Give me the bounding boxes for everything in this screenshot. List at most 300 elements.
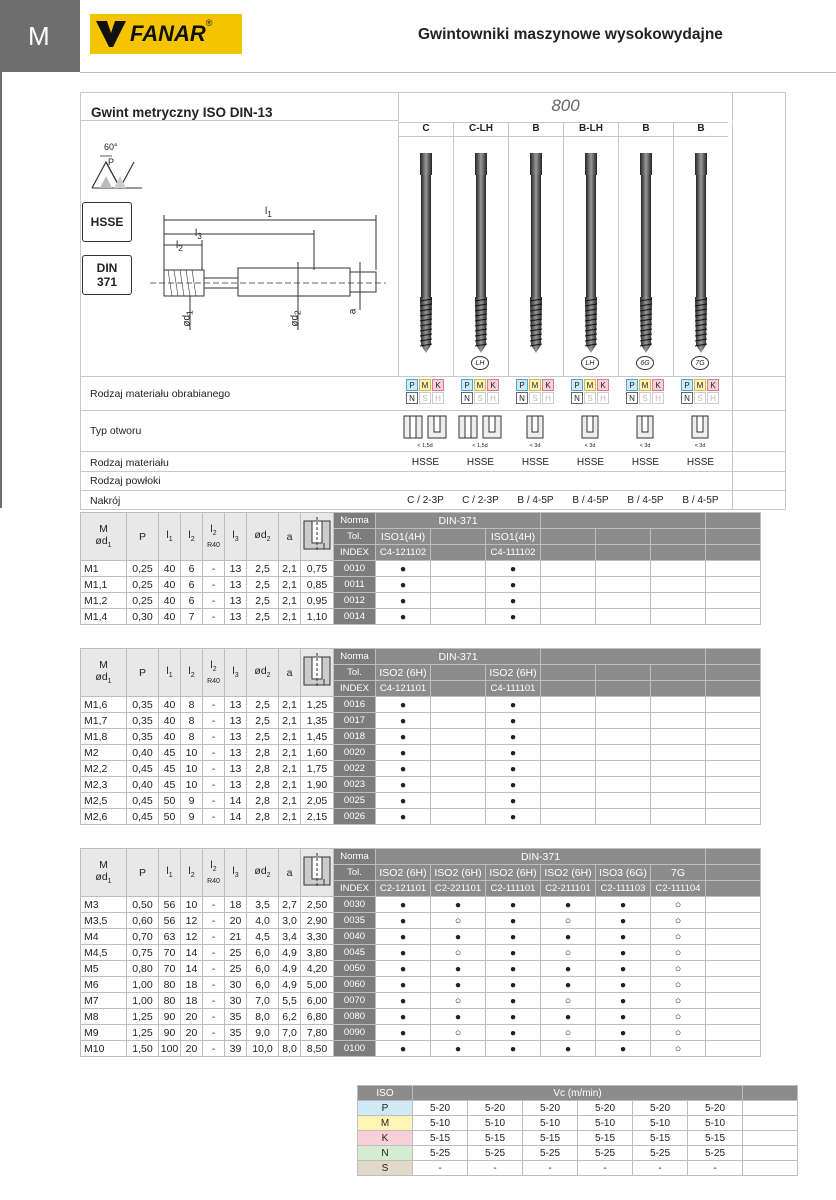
- table-cell: 0,50: [127, 897, 159, 913]
- vc-empty: [743, 1116, 798, 1131]
- table-cell: 45: [159, 777, 181, 793]
- table-cell: 0,25: [127, 593, 159, 609]
- table-cell: ●: [541, 977, 596, 993]
- table-cell: 8,0: [247, 1009, 279, 1025]
- table-cell: [596, 761, 651, 777]
- index-value: C2-211101: [541, 881, 596, 897]
- table-cell: 2,1: [279, 561, 301, 577]
- index-value: C4-121101: [376, 681, 431, 697]
- material-h-icon: H: [487, 392, 499, 404]
- material-h-icon: H: [542, 392, 554, 404]
- tolerance-value: ISO3 (6G): [596, 865, 651, 881]
- index-value: C2-111104: [651, 881, 706, 897]
- table-row: [81, 897, 761, 913]
- vc-empty: [743, 1131, 798, 1146]
- row-label-coating: Rodzaj powłoki: [90, 475, 161, 487]
- thread-depth-icon: [302, 653, 332, 689]
- dim-d2-label: $ød_2$: [289, 310, 303, 327]
- table-cell: 56: [159, 913, 181, 929]
- table-cell: [431, 793, 486, 809]
- table-cell: [596, 729, 651, 745]
- tap-image: [564, 137, 619, 377]
- table-cell: 63: [159, 929, 181, 945]
- table-cell: 1,90: [301, 777, 334, 793]
- hole-type-icon: [457, 414, 503, 448]
- table-cell: [651, 809, 706, 825]
- table-cell: 4,5: [247, 929, 279, 945]
- section-tab: [0, 0, 80, 72]
- table-cell: 3,5: [247, 897, 279, 913]
- table-cell: 0017: [334, 713, 376, 729]
- table-cell: 0,45: [127, 761, 159, 777]
- table-cell: ●: [376, 761, 431, 777]
- row-label-hole: Typ otworu: [90, 425, 142, 437]
- table-cell: 2,5: [247, 593, 279, 609]
- table-cell: 0,85: [301, 577, 334, 593]
- table-cell: -: [203, 1009, 225, 1025]
- table-cell: [431, 729, 486, 745]
- table-cell: [431, 609, 486, 625]
- table-cell: [541, 593, 596, 609]
- table-cell: [541, 713, 596, 729]
- table-cell: M5: [81, 961, 127, 977]
- col-l1: $l_1$: [159, 649, 181, 697]
- table-cell: 6: [181, 561, 203, 577]
- tolerance-value: ISO1(4H): [376, 529, 431, 545]
- vc-value: 5-20: [413, 1101, 468, 1116]
- table-cell: [541, 729, 596, 745]
- table-cell: ●: [596, 977, 651, 993]
- table-cell: ○: [651, 913, 706, 929]
- col-l1: $l_1$: [159, 849, 181, 897]
- vc-row: [358, 1101, 798, 1116]
- table-cell: ●: [486, 561, 541, 577]
- table-cell: -: [203, 993, 225, 1009]
- table-cell: 2,8: [247, 777, 279, 793]
- tol-label: Tol.: [334, 665, 376, 681]
- vc-empty: [743, 1101, 798, 1116]
- table-cell: ●: [376, 577, 431, 593]
- table-cell: [431, 577, 486, 593]
- table-cell: 13: [225, 777, 247, 793]
- table-cell: M1,2: [81, 593, 127, 609]
- table-cell: 0011: [334, 577, 376, 593]
- table-cell: ●: [486, 1041, 541, 1057]
- table-cell: 0,35: [127, 697, 159, 713]
- table-cell: ●: [596, 913, 651, 929]
- table-cell: 8: [181, 713, 203, 729]
- index-value: [431, 545, 486, 561]
- material-k-icon: K: [652, 379, 664, 391]
- index-label: INDEX: [334, 881, 376, 897]
- material-k-icon: K: [542, 379, 554, 391]
- col-a: a: [279, 513, 301, 561]
- table-cell: 40: [159, 577, 181, 593]
- hole-icon: [690, 414, 710, 440]
- col-l2-r40: $l_2$ R40: [203, 513, 225, 561]
- table-cell: 0090: [334, 1025, 376, 1041]
- dim-a-label: a: [347, 308, 359, 315]
- table-cell: ●: [486, 745, 541, 761]
- table-cell: [541, 809, 596, 825]
- vc-value: 5-15: [468, 1131, 523, 1146]
- table-cell: [596, 609, 651, 625]
- table-cell: 45: [159, 761, 181, 777]
- cutting-speed-table: [357, 1085, 798, 1176]
- iso-group: N: [358, 1146, 413, 1161]
- table-cell: M1,7: [81, 713, 127, 729]
- chamfer-value: B / 4-5P: [682, 495, 719, 506]
- table-cell: [541, 793, 596, 809]
- table-cell: [431, 745, 486, 761]
- material-s-icon: S: [474, 392, 486, 404]
- table-cell: M2,5: [81, 793, 127, 809]
- vc-value: 5-20: [578, 1101, 633, 1116]
- table-cell: [431, 593, 486, 609]
- table-cell: 2,1: [279, 593, 301, 609]
- table-cell: ●: [376, 593, 431, 609]
- table-cell: 2,1: [279, 697, 301, 713]
- table-cell: ●: [376, 713, 431, 729]
- table-cell: [651, 697, 706, 713]
- table-cell: 6: [181, 577, 203, 593]
- table-cell: 0,25: [127, 561, 159, 577]
- row-divider: [80, 410, 786, 411]
- table-cell: ○: [651, 1025, 706, 1041]
- material-h-icon: H: [597, 392, 609, 404]
- table-cell: [541, 745, 596, 761]
- table-cell: 0030: [334, 897, 376, 913]
- table-cell: 13: [225, 713, 247, 729]
- table-cell: ●: [431, 961, 486, 977]
- index-value: [651, 681, 706, 697]
- table-cell: 4,9: [279, 945, 301, 961]
- norm-spacer: [706, 849, 761, 865]
- table-cell: ●: [376, 961, 431, 977]
- table-cell: [706, 697, 761, 713]
- table-cell: 7,0: [247, 993, 279, 1009]
- material-m-icon: M: [694, 379, 706, 391]
- table-cell: 20: [225, 913, 247, 929]
- table-cell: [706, 713, 761, 729]
- table-cell: ●: [596, 993, 651, 1009]
- table-cell: [541, 577, 596, 593]
- vc-value: 5-25: [578, 1146, 633, 1161]
- table-cell: 0080: [334, 1009, 376, 1025]
- table-row: [81, 1041, 761, 1057]
- table-cell: 9: [181, 793, 203, 809]
- table-cell: [431, 761, 486, 777]
- index-value: C2-221101: [431, 881, 486, 897]
- tap-image-cell: [398, 136, 453, 376]
- table-cell: 0010: [334, 561, 376, 577]
- table-cell: 5,00: [301, 977, 334, 993]
- table-cell: M2: [81, 745, 127, 761]
- tolerance-value: ISO2 (6H): [376, 665, 431, 681]
- table-cell: ○: [431, 1025, 486, 1041]
- table-cell: 7,80: [301, 1025, 334, 1041]
- tol-spacer: [706, 665, 761, 681]
- dim-l3-label: $l_3$: [195, 228, 202, 241]
- table-cell: 2,05: [301, 793, 334, 809]
- norm-label: Norma: [334, 849, 376, 865]
- column-form-4: B: [618, 122, 673, 136]
- table-cell: [541, 761, 596, 777]
- tap-image: [619, 137, 674, 377]
- table-row: [81, 745, 761, 761]
- table-cell: ●: [376, 913, 431, 929]
- table-cell: 10: [181, 745, 203, 761]
- table-cell: [651, 793, 706, 809]
- table-cell: ●: [486, 809, 541, 825]
- index-value: [541, 545, 596, 561]
- table-cell: ○: [651, 1009, 706, 1025]
- table-cell: 40: [159, 561, 181, 577]
- table-cell: ○: [651, 993, 706, 1009]
- col-p: P: [127, 513, 159, 561]
- table-cell: 2,1: [279, 745, 301, 761]
- hole-depth-label: < 3d: [694, 443, 706, 449]
- table-cell: 0,25: [127, 577, 159, 593]
- vc-empty: [743, 1161, 798, 1176]
- table-cell: 14: [225, 809, 247, 825]
- table-cell: 2,15: [301, 809, 334, 825]
- table-cell: 18: [181, 977, 203, 993]
- vc-value: -: [523, 1161, 578, 1176]
- hole-icon: [580, 414, 600, 440]
- vc-value: 5-25: [688, 1146, 743, 1161]
- table-cell: M1,4: [81, 609, 127, 625]
- hole-type-icon: [567, 414, 613, 448]
- table-cell: 18: [225, 897, 247, 913]
- table-cell: 25: [225, 945, 247, 961]
- table-cell: [596, 577, 651, 593]
- table-cell: 6,0: [247, 945, 279, 961]
- table-cell: 0023: [334, 777, 376, 793]
- table-cell: 0020: [334, 745, 376, 761]
- table-cell: ○: [651, 945, 706, 961]
- material-value: HSSE: [521, 457, 550, 468]
- workpiece-material-icons: [681, 379, 719, 404]
- tap-image-cell: [673, 136, 728, 376]
- table-cell: 0012: [334, 593, 376, 609]
- tap-image-cell: [563, 136, 618, 376]
- table-cell: 0045: [334, 945, 376, 961]
- table-cell: M1,6: [81, 697, 127, 713]
- table-cell: 6,0: [247, 977, 279, 993]
- table-cell: -: [203, 913, 225, 929]
- table-cell: ●: [376, 777, 431, 793]
- table-cell: 0,35: [127, 713, 159, 729]
- table-cell: 6: [181, 593, 203, 609]
- din-badge: DIN 371: [82, 255, 132, 295]
- table-cell: ●: [376, 729, 431, 745]
- table-cell: ●: [486, 897, 541, 913]
- table-cell: ●: [596, 1041, 651, 1057]
- table-cell: 6,80: [301, 1009, 334, 1025]
- page-title: Gwintowniki maszynowe wysokowydajne: [418, 26, 723, 43]
- table-cell: 18: [181, 993, 203, 1009]
- table-cell: 0,40: [127, 745, 159, 761]
- row-divider: [80, 376, 786, 377]
- row-divider: [80, 471, 786, 472]
- table-cell: 1,25: [127, 1025, 159, 1041]
- table-cell: ●: [486, 729, 541, 745]
- tolerance-value: 7G: [651, 865, 706, 881]
- table-cell: 1,00: [127, 977, 159, 993]
- table-cell: 14: [181, 961, 203, 977]
- table-cell: 13: [225, 577, 247, 593]
- row-label-material: Rodzaj materiału: [90, 457, 169, 469]
- table-cell: -: [203, 561, 225, 577]
- table-cell: -: [203, 945, 225, 961]
- material-value: HSSE: [631, 457, 660, 468]
- vc-value: 5-10: [578, 1116, 633, 1131]
- vc-header: Vc (m/min): [413, 1086, 743, 1101]
- material-s-icon: S: [529, 392, 541, 404]
- index-value: [596, 681, 651, 697]
- table-cell: 35: [225, 1009, 247, 1025]
- table-cell: 2,8: [247, 793, 279, 809]
- table-row: [81, 793, 761, 809]
- col-m: M $ød_1$: [81, 513, 127, 561]
- chamfer-value: C / 2-3P: [462, 495, 499, 506]
- table-cell: ●: [376, 609, 431, 625]
- material-value: HSSE: [576, 457, 605, 468]
- dim-d1-label: $ød_1$: [181, 310, 195, 327]
- table-cell: ○: [651, 1041, 706, 1057]
- table-cell: 2,8: [247, 745, 279, 761]
- table-cell: 12: [181, 929, 203, 945]
- table-cell: 10: [181, 761, 203, 777]
- tolerance-value: [596, 665, 651, 681]
- vc-empty: [743, 1146, 798, 1161]
- table-cell: [651, 713, 706, 729]
- table-cell: 50: [159, 793, 181, 809]
- table-row: [81, 713, 761, 729]
- material-s-icon: S: [639, 392, 651, 404]
- hole-depth-label: < 1,5d: [472, 443, 488, 449]
- tap-image: [509, 137, 564, 377]
- vc-value: 5-20: [468, 1101, 523, 1116]
- table-cell: 1,10: [301, 609, 334, 625]
- table-cell: 0,80: [127, 961, 159, 977]
- table-cell: 0100: [334, 1041, 376, 1057]
- table-cell: [541, 777, 596, 793]
- col-depth: [301, 849, 334, 897]
- table-cell: ●: [376, 977, 431, 993]
- table-cell: ●: [486, 609, 541, 625]
- tolerance-value: [431, 529, 486, 545]
- table-cell: [541, 697, 596, 713]
- workpiece-material-icons: [626, 379, 664, 404]
- col-l2-r40: $l_2$ R40: [203, 849, 225, 897]
- material-s-icon: S: [694, 392, 706, 404]
- workpiece-material-icons: [406, 379, 444, 404]
- size-table-3: [80, 848, 761, 1057]
- vc-value: 5-25: [633, 1146, 688, 1161]
- table-cell: 2,1: [279, 793, 301, 809]
- table-cell: 50: [159, 809, 181, 825]
- index-value: [651, 545, 706, 561]
- tap-image-cell: [453, 136, 508, 376]
- table-cell: M4,5: [81, 945, 127, 961]
- vc-value: 5-20: [523, 1101, 578, 1116]
- table-cell: [596, 777, 651, 793]
- table-row: [81, 561, 761, 577]
- table-cell: [541, 609, 596, 625]
- table-cell: 2,1: [279, 761, 301, 777]
- vc-spacer: [743, 1086, 798, 1101]
- table-cell: ●: [486, 993, 541, 1009]
- table-cell: [431, 713, 486, 729]
- table-cell: 2,5: [247, 577, 279, 593]
- material-p-icon: P: [516, 379, 528, 391]
- vc-value: -: [688, 1161, 743, 1176]
- material-k-icon: K: [432, 379, 444, 391]
- vc-value: 5-15: [523, 1131, 578, 1146]
- table-cell: [706, 777, 761, 793]
- table-cell: [706, 609, 761, 625]
- vc-value: 5-10: [413, 1116, 468, 1131]
- table-cell: 0050: [334, 961, 376, 977]
- vc-value: -: [578, 1161, 633, 1176]
- table-cell: [706, 561, 761, 577]
- table-cell: 35: [225, 1025, 247, 1041]
- table-cell: 13: [225, 729, 247, 745]
- iso-header: ISO: [358, 1086, 413, 1101]
- table-cell: [706, 1025, 761, 1041]
- table-cell: -: [203, 729, 225, 745]
- section-letter: M: [28, 20, 50, 51]
- table-cell: ○: [541, 913, 596, 929]
- vc-value: 5-25: [468, 1146, 523, 1161]
- material-p-icon: P: [681, 379, 693, 391]
- norm-empty: [541, 649, 706, 665]
- tol-spacer: [706, 529, 761, 545]
- table-cell: 1,00: [127, 993, 159, 1009]
- table-cell: 2,8: [247, 761, 279, 777]
- vc-value: 5-15: [578, 1131, 633, 1146]
- material-badge: HSSE: [82, 202, 132, 242]
- table-cell: [706, 897, 761, 913]
- table-cell: ●: [596, 897, 651, 913]
- col-d2: $ød_2$: [247, 513, 279, 561]
- index-value: C2-111101: [486, 881, 541, 897]
- table-cell: ●: [541, 961, 596, 977]
- table-cell: ●: [431, 1041, 486, 1057]
- thread-profile-icon: [86, 148, 146, 194]
- table-cell: 100: [159, 1041, 181, 1057]
- table-cell: 0,40: [127, 777, 159, 793]
- table-cell: ●: [541, 1041, 596, 1057]
- table-cell: 21: [225, 929, 247, 945]
- table-cell: [651, 729, 706, 745]
- series-spacer: [732, 93, 786, 121]
- chamfer-value: C / 2-3P: [407, 495, 444, 506]
- hole-type-icon: [402, 414, 448, 448]
- hole-type-icon: [622, 414, 668, 448]
- size-table-2: [80, 648, 761, 825]
- col-a: a: [279, 649, 301, 697]
- workpiece-material-icons: [516, 379, 554, 404]
- table-cell: ●: [376, 1025, 431, 1041]
- col-l3: $l_3$: [225, 849, 247, 897]
- index-spacer: [706, 681, 761, 697]
- col-l2: $l_2$: [181, 513, 203, 561]
- col-d2: $ød_2$: [247, 849, 279, 897]
- table-cell: -: [203, 745, 225, 761]
